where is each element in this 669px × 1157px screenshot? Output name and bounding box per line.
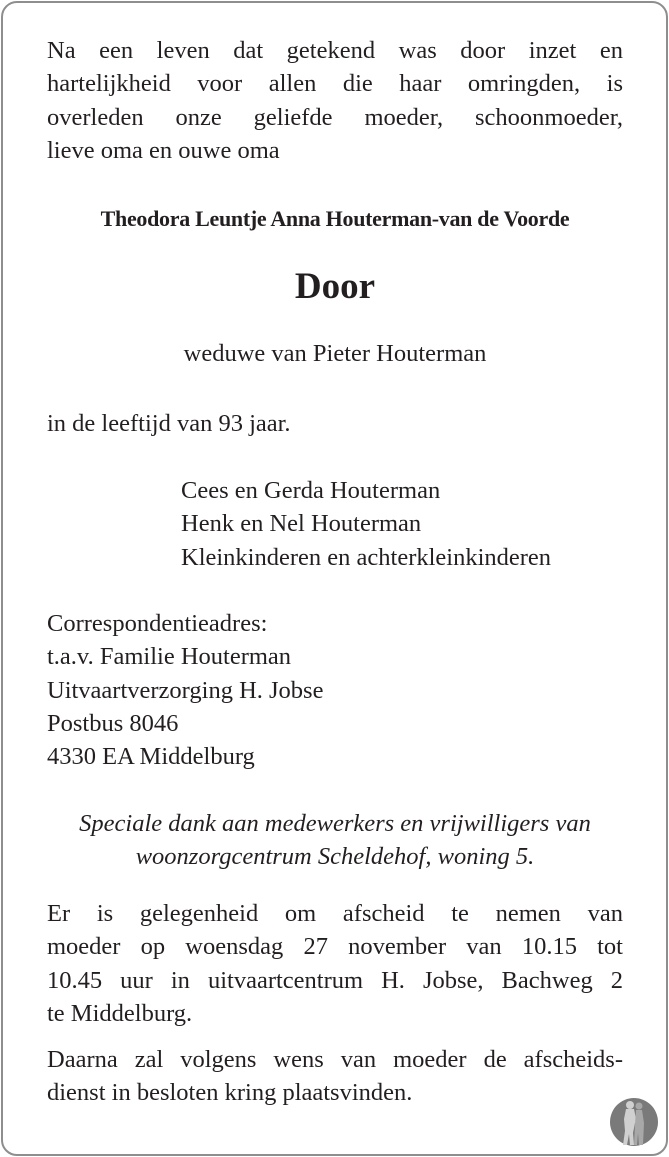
- relatives-list: [181, 474, 551, 574]
- thanks-line: Speciale dank aan medewerkers en vrijwilligers van: [79, 810, 591, 837]
- intro-line: Na een leven dat getekend was door inzet en: [47, 37, 623, 64]
- address-line: Uitvaartverzorging H. Jobse: [47, 676, 324, 704]
- farewell-line: te Middelburg.: [47, 999, 193, 1027]
- correspondence-address: [47, 607, 323, 773]
- intro-line: overleden onze geliefde moeder, schoonmoeder,: [47, 103, 623, 131]
- deceased-called-name: Door: [294, 266, 376, 307]
- deceased-full-name: Theodora Leuntje Anna Houterman-van de Voorde: [100, 206, 570, 231]
- service-line: Daarna zal volgens wens van moeder de afscheids-: [47, 1046, 623, 1073]
- widow-of-line: weduwe van Pieter Houterman: [183, 340, 487, 367]
- farewell-paragraph: [47, 897, 623, 1030]
- address-line: Postbus 8046: [47, 709, 179, 737]
- address-line: t.a.v. Familie Houterman: [47, 643, 292, 671]
- relative-entry: Henk en Nel Houterman: [181, 510, 422, 538]
- thanks-paragraph: [47, 807, 623, 874]
- relative-entry: Kleinkinderen en achterkleinkinderen: [181, 543, 552, 571]
- address-label: Correspondentieadres:: [47, 610, 268, 637]
- address-line: 4330 EA Middelburg: [47, 743, 255, 771]
- intro-paragraph: [47, 34, 623, 167]
- embracing-figures-icon: [609, 1097, 659, 1147]
- intro-line: hartelijkheid voor allen die haar omringden, is: [47, 70, 623, 98]
- farewell-line: Er is gelegenheid om afscheid te nemen van: [47, 900, 623, 927]
- service-line: dienst in besloten kring plaatsvinden.: [47, 1079, 413, 1107]
- relative-entry: Cees en Gerda Houterman: [181, 477, 441, 504]
- farewell-line: 10.45 uur in uitvaartcentrum H. Jobse, Bachweg 2: [47, 966, 623, 994]
- service-paragraph: [47, 1043, 623, 1110]
- intro-line: lieve oma en ouwe oma: [47, 136, 280, 164]
- farewell-line: moeder op woensdag 27 november van 10.15 tot: [47, 933, 623, 961]
- age-line: in de leeftijd van 93 jaar.: [47, 410, 291, 437]
- thanks-line: woonzorgcentrum Scheldehof, woning 5.: [135, 843, 535, 871]
